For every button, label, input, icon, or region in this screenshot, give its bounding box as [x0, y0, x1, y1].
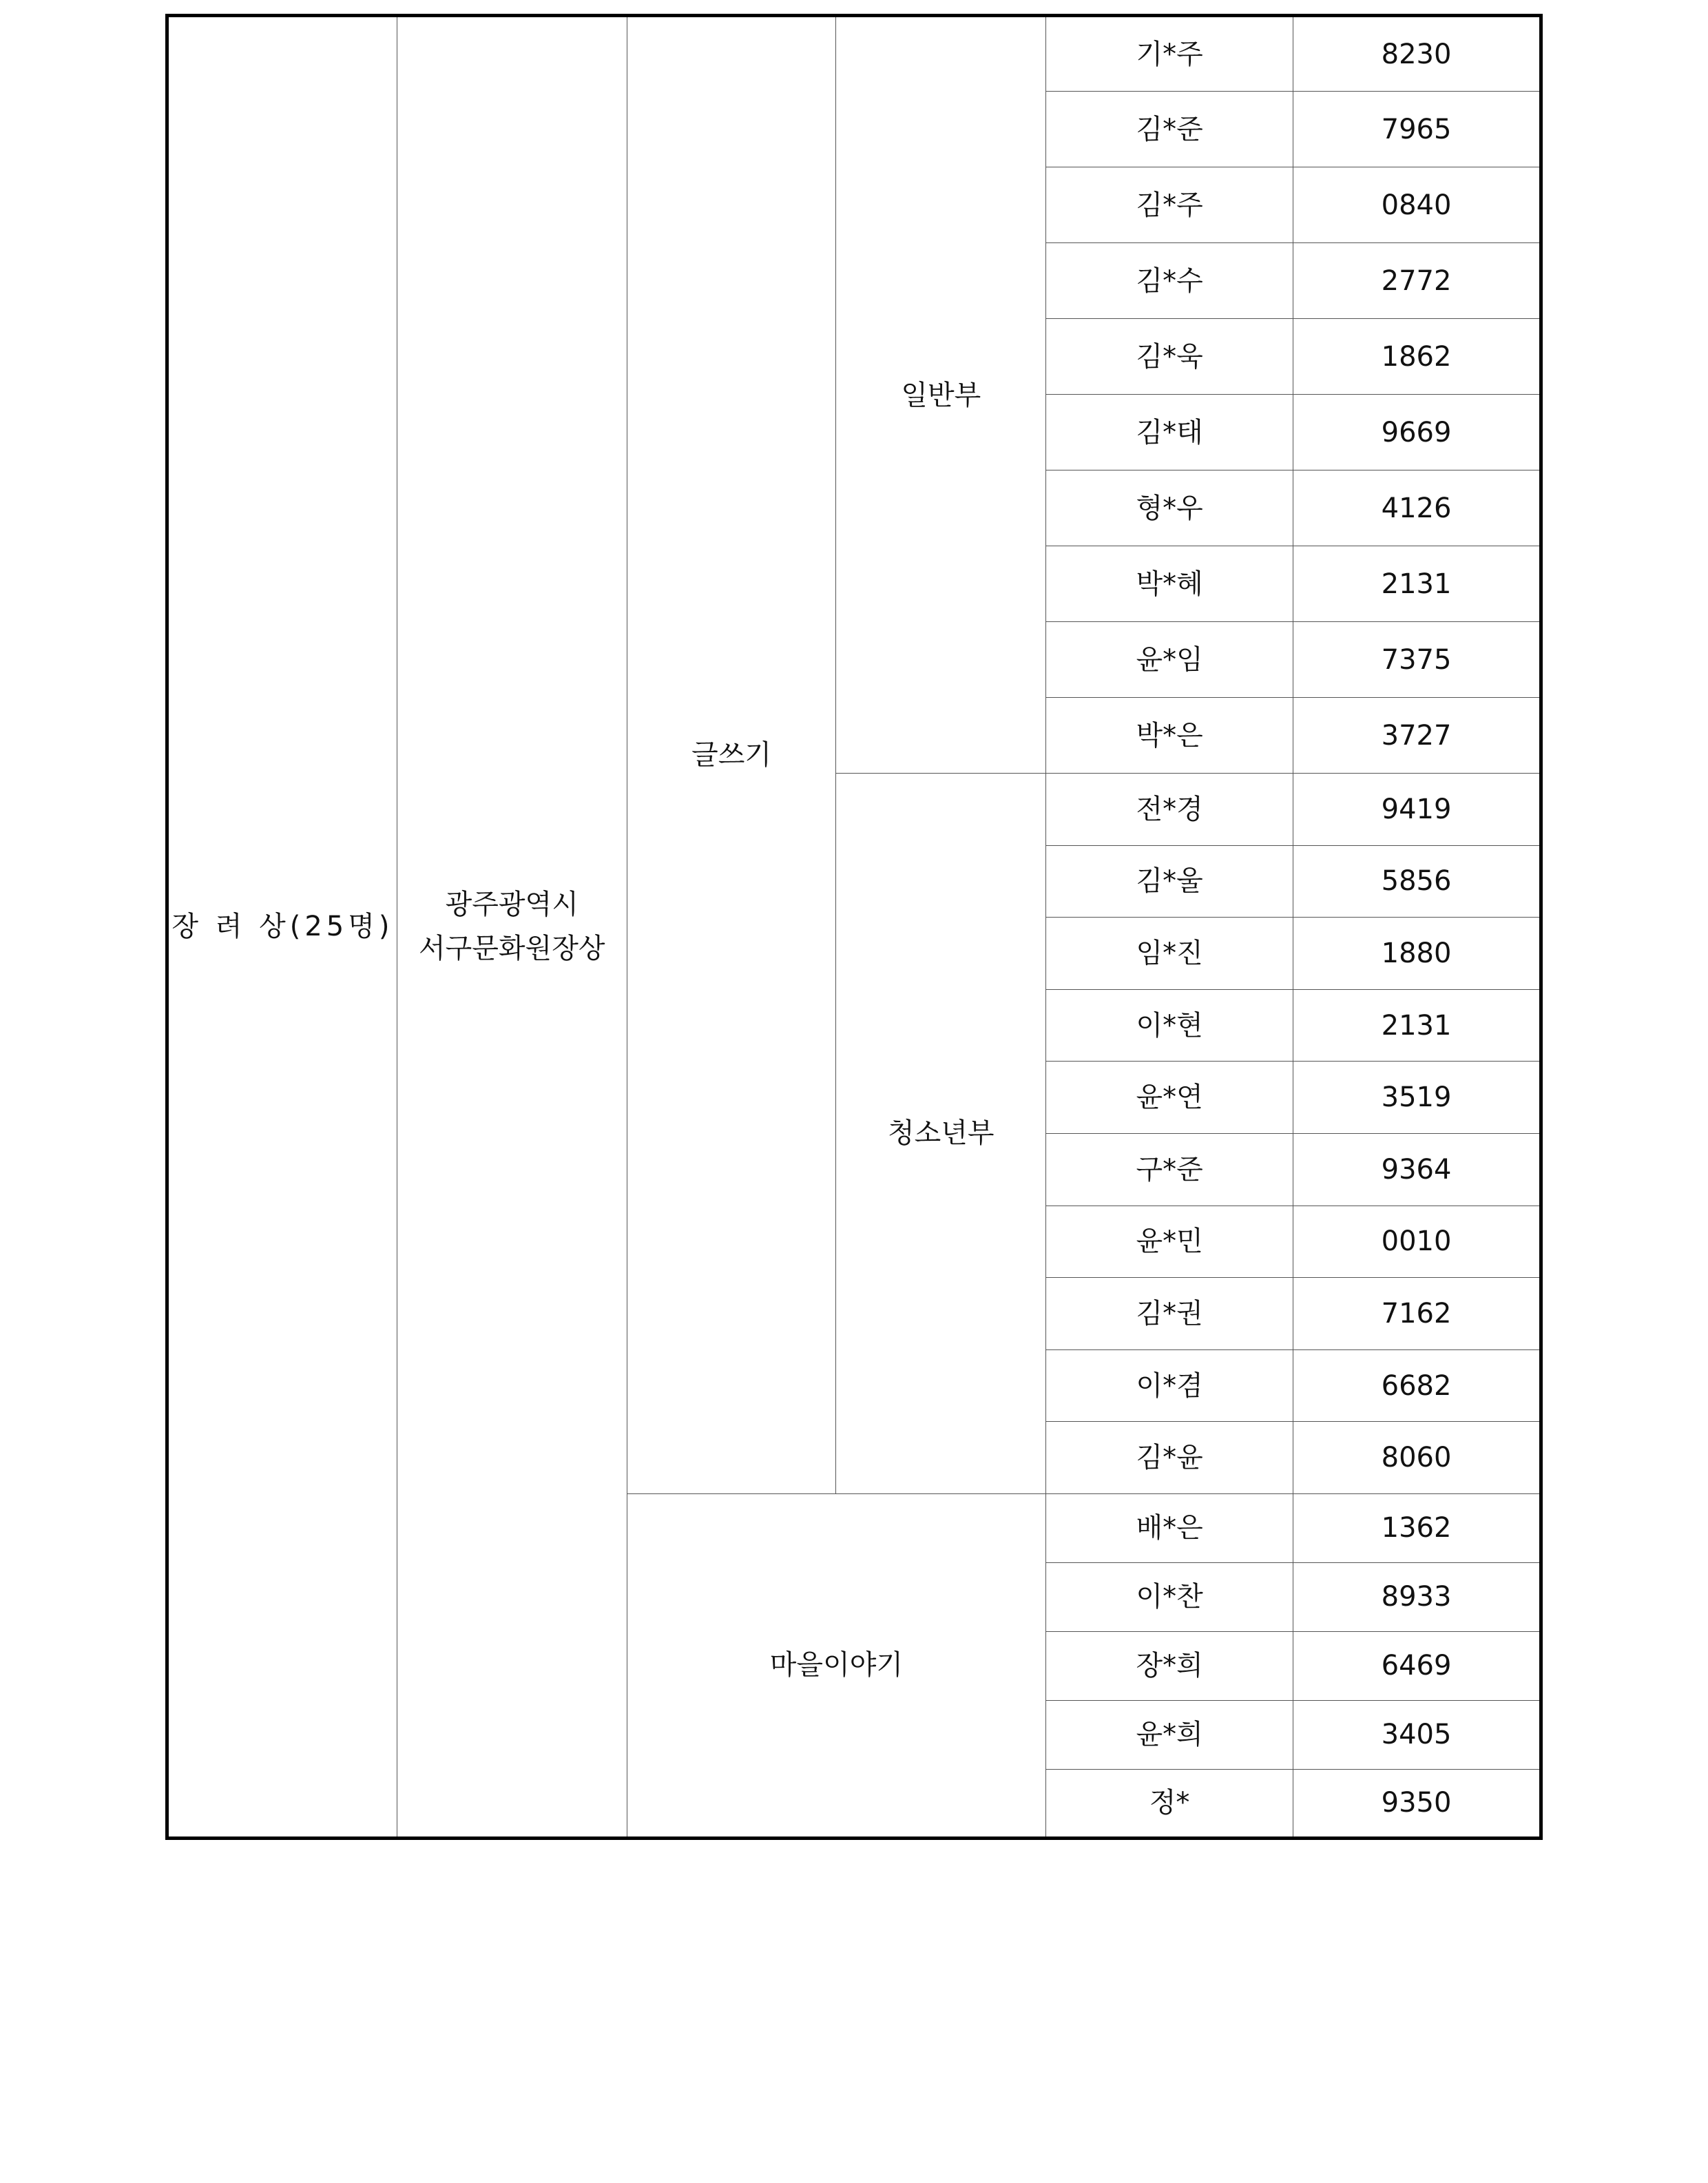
winner-code-cell [1293, 1631, 1541, 1700]
winner-name-cell [1046, 622, 1293, 698]
winner-name-cell-text: 김*윤 [1136, 1442, 1203, 1474]
winner-name-cell-text: 형*우 [1136, 492, 1203, 524]
winner-name-cell [1046, 989, 1293, 1062]
winner-name-cell-text: 이*현 [1136, 1009, 1203, 1042]
winner-name-cell [1046, 16, 1293, 92]
winner-name-cell [1046, 1278, 1293, 1350]
winner-name-cell [1046, 1493, 1293, 1562]
winner-code-cell-text: 9419 [1381, 793, 1452, 825]
winner-name-cell [1046, 546, 1293, 622]
winner-code-cell-text: 3727 [1381, 719, 1452, 752]
field-cell-writing [627, 16, 836, 1494]
winner-code-cell-text: 2772 [1381, 265, 1452, 297]
division-cell-youth-text: 청소년부 [888, 1117, 994, 1150]
award-table [165, 14, 1543, 1840]
winner-name-cell [1046, 319, 1293, 395]
winner-code-cell [1293, 16, 1541, 92]
winner-name-cell [1046, 845, 1293, 918]
winner-name-cell [1046, 1769, 1293, 1838]
winner-code-cell-text: 4126 [1381, 492, 1452, 524]
winner-code-cell [1293, 92, 1541, 167]
winner-code-cell [1293, 1062, 1541, 1134]
winner-code-cell-text: 7162 [1381, 1297, 1452, 1330]
winner-name-cell [1046, 698, 1293, 774]
winner-name-cell-text: 윤*민 [1136, 1225, 1203, 1258]
winner-code-cell [1293, 395, 1541, 470]
winner-code-cell-text: 9350 [1381, 1787, 1452, 1819]
winner-name-cell-text: 윤*임 [1136, 643, 1203, 676]
award-grade-cell-text: 장 려 상(25명) [171, 911, 394, 943]
winner-name-cell-text: 구*준 [1136, 1153, 1203, 1186]
winner-name-cell [1046, 92, 1293, 167]
field-cell-village-story [627, 1493, 1046, 1838]
winner-code-cell-text: 1862 [1381, 340, 1452, 373]
winner-name-cell-text: 김*권 [1136, 1297, 1203, 1330]
winner-name-cell [1046, 1133, 1293, 1206]
winner-name-cell [1046, 395, 1293, 470]
winner-code-cell [1293, 774, 1541, 846]
winner-name-cell [1046, 1700, 1293, 1769]
award-prize-cell [397, 16, 627, 1839]
winner-code-cell-text: 9669 [1381, 416, 1452, 448]
field-cell-village-story-text: 마을이야기 [769, 1649, 903, 1682]
winner-code-cell [1293, 989, 1541, 1062]
winner-code-cell [1293, 1769, 1541, 1838]
winner-code-cell [1293, 1422, 1541, 1494]
winner-code-cell [1293, 1562, 1541, 1631]
field-cell-writing-text: 글쓰기 [691, 739, 771, 772]
winner-code-cell-text: 3519 [1381, 1082, 1452, 1114]
winner-code-cell [1293, 845, 1541, 918]
winner-name-cell [1046, 167, 1293, 243]
winner-name-cell [1046, 774, 1293, 846]
winner-name-cell-text: 임*진 [1136, 937, 1203, 969]
division-cell-general [836, 16, 1046, 774]
winner-name-cell-text: 김*울 [1136, 865, 1203, 898]
winner-code-cell-text: 8060 [1381, 1442, 1452, 1474]
winner-name-cell-text: 김*준 [1136, 113, 1203, 145]
winner-code-cell-text: 2131 [1381, 568, 1452, 600]
division-cell-youth [836, 774, 1046, 1494]
winner-code-cell [1293, 918, 1541, 990]
winner-code-cell-text: 5856 [1381, 865, 1452, 898]
winner-code-cell [1293, 1493, 1541, 1562]
winner-name-cell [1046, 1422, 1293, 1494]
winner-row [167, 16, 1541, 92]
winner-code-cell-text: 1880 [1381, 937, 1452, 969]
winner-name-cell [1046, 1349, 1293, 1422]
winner-name-cell-text: 이*찬 [1136, 1581, 1203, 1613]
winner-name-cell [1046, 918, 1293, 990]
winner-name-cell-text: 김*수 [1136, 265, 1203, 297]
winner-name-cell [1046, 1562, 1293, 1631]
winner-code-cell [1293, 1278, 1541, 1350]
winner-code-cell-text: 9364 [1381, 1153, 1452, 1186]
winner-code-cell-text: 0840 [1381, 189, 1452, 221]
winner-code-cell-text: 6469 [1381, 1650, 1452, 1682]
winner-name-cell-text: 김*욱 [1136, 340, 1203, 373]
winner-code-cell [1293, 622, 1541, 698]
winner-code-cell-text: 8230 [1381, 38, 1452, 70]
winner-code-cell-text: 7965 [1381, 113, 1452, 145]
winner-name-cell-text: 윤*희 [1136, 1719, 1203, 1751]
winner-code-cell-text: 1362 [1381, 1512, 1452, 1544]
winner-name-cell [1046, 470, 1293, 546]
winner-name-cell-text: 전*경 [1136, 793, 1203, 825]
winner-name-cell-text: 박*은 [1136, 719, 1203, 752]
division-cell-general-text: 일반부 [901, 379, 981, 411]
winner-name-cell [1046, 243, 1293, 319]
winner-code-cell-text: 7375 [1381, 643, 1452, 676]
winner-code-cell [1293, 167, 1541, 243]
winner-name-cell-text: 기*주 [1136, 38, 1203, 70]
winner-name-cell-text: 김*태 [1136, 416, 1203, 448]
winner-code-cell-text: 0010 [1381, 1225, 1452, 1258]
winner-name-cell-text: 김*주 [1136, 189, 1203, 221]
winner-name-cell-text: 윤*연 [1136, 1082, 1203, 1114]
winner-code-cell [1293, 546, 1541, 622]
winner-code-cell-text: 2131 [1381, 1009, 1452, 1042]
winner-code-cell-text: 3405 [1381, 1719, 1452, 1751]
winner-code-cell [1293, 1349, 1541, 1422]
winner-name-cell-text: 정* [1149, 1787, 1190, 1819]
winner-name-cell-text: 이*겸 [1136, 1369, 1203, 1402]
winner-code-cell [1293, 698, 1541, 774]
winner-name-cell [1046, 1062, 1293, 1134]
winner-name-cell-text: 배*은 [1136, 1512, 1203, 1544]
winner-code-cell [1293, 243, 1541, 319]
winner-name-cell [1046, 1206, 1293, 1278]
winner-code-cell [1293, 1700, 1541, 1769]
winner-code-cell-text: 8933 [1381, 1581, 1452, 1613]
winner-name-cell [1046, 1631, 1293, 1700]
winner-code-cell [1293, 470, 1541, 546]
winner-code-cell [1293, 1133, 1541, 1206]
winner-name-cell-text: 장*희 [1136, 1650, 1203, 1682]
award-grade-cell [167, 16, 397, 1839]
award-prize-cell-text: 광주광역시 서구문화원장상 [419, 889, 605, 965]
winner-code-cell [1293, 1206, 1541, 1278]
winner-code-cell [1293, 319, 1541, 395]
winner-name-cell-text: 박*혜 [1136, 568, 1203, 600]
winner-code-cell-text: 6682 [1381, 1369, 1452, 1402]
